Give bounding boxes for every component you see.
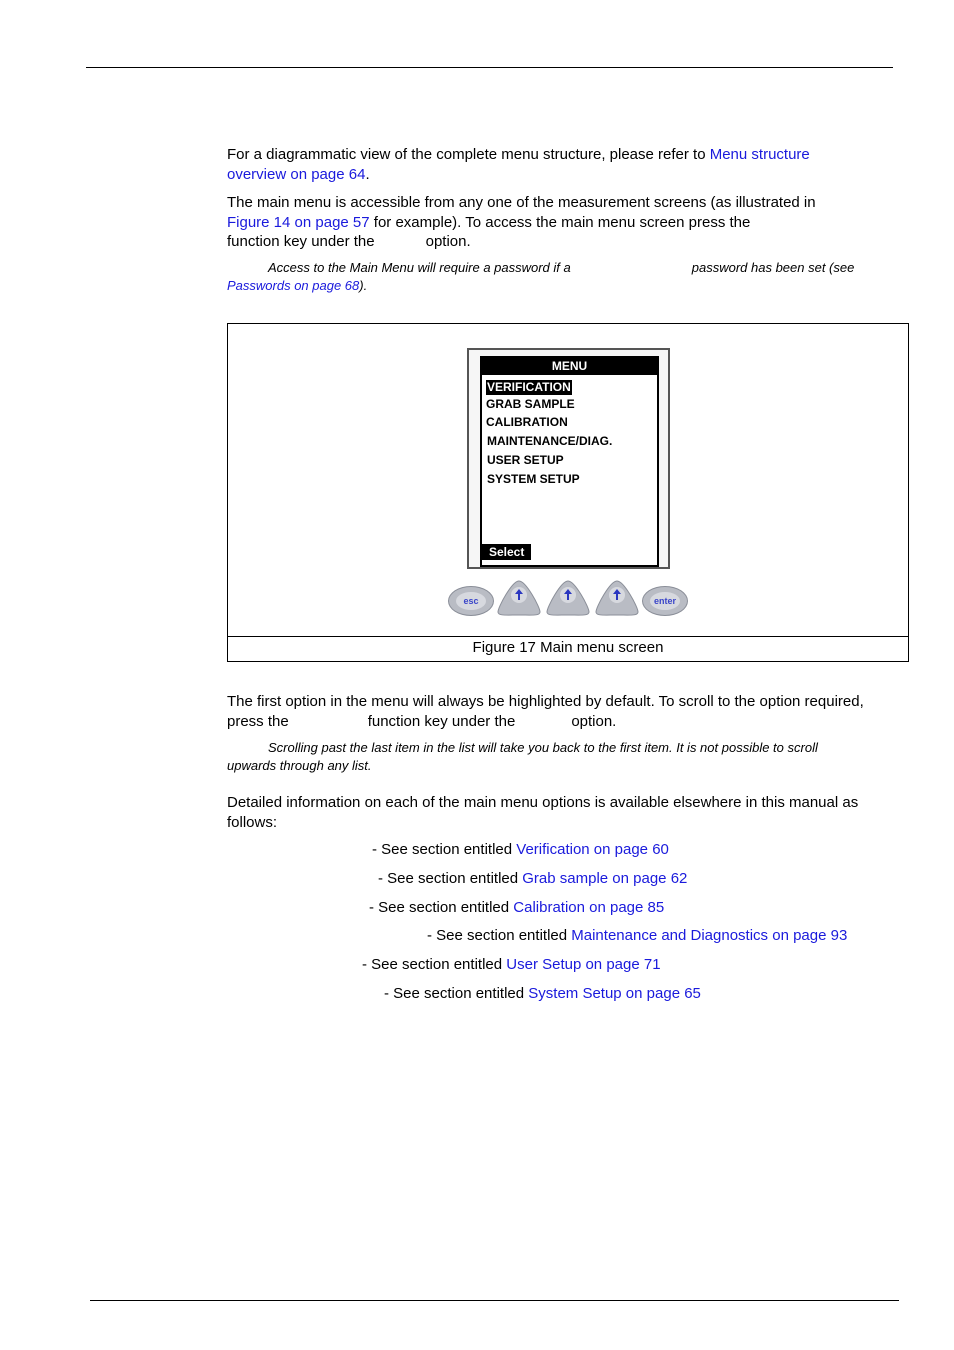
menu-header: MENU	[482, 358, 657, 375]
link-calibration[interactable]: Calibration on page 85	[513, 899, 665, 916]
option-verification: - See section entitled Verification on page 60	[372, 841, 669, 858]
function-key-2-up-arrow-icon[interactable]	[545, 579, 591, 617]
link-verification[interactable]: Verification on page 60	[516, 841, 669, 858]
enter-key-label: enter	[650, 592, 680, 610]
paragraph-menu-options: Detailed information on each of the main menu options is available elsewhere in this manual as follows:	[227, 794, 859, 831]
option-grab-sample: - See section entitled Grab sample on page 62	[378, 870, 688, 887]
esc-key[interactable]	[448, 586, 494, 616]
menu-item-verification[interactable]: VERIFICATION	[487, 380, 571, 394]
footer-rule	[90, 1300, 899, 1301]
function-key-1-up-arrow-icon[interactable]	[496, 579, 542, 617]
device-display	[480, 356, 659, 567]
link-grab-sample[interactable]: Grab sample on page 62	[522, 870, 688, 887]
option-maintenance-diagnostics: - See section entitled Maintenance and Diagnostics on page 93	[427, 927, 848, 944]
figure-caption: Figure 17 Main menu screen	[472, 639, 664, 656]
select-softkey-label: Select	[482, 544, 531, 560]
menu-item-grab-sample[interactable]: GRAB SAMPLE	[486, 397, 575, 411]
link-system-setup[interactable]: System Setup on page 65	[528, 985, 701, 1002]
menu-item-maintenance-diag[interactable]: MAINTENANCE/DIAG.	[487, 434, 613, 448]
device-screen-frame	[467, 348, 670, 569]
paragraph-scrolling: The first option in the menu will always be highlighted by default. To scroll to the option required, press the function key under the option.	[227, 693, 864, 730]
menu-item-user-setup[interactable]: USER SETUP	[487, 453, 564, 467]
note-password: Access to the Main Menu will require a password if a password has been set (see Passwords on page 68).	[227, 260, 855, 293]
link-maintenance-diagnostics[interactable]: Maintenance and Diagnostics on page 93	[571, 927, 848, 944]
link-passwords[interactable]: Passwords on page 68	[227, 278, 360, 293]
menu-item-calibration[interactable]: CALIBRATION	[486, 415, 568, 429]
figure-box	[227, 323, 909, 662]
link-user-setup[interactable]: User Setup on page 71	[506, 956, 661, 973]
esc-key-label: esc	[456, 592, 486, 610]
header-rule	[86, 67, 893, 68]
paragraph-main-menu-access: The main menu is accessible from any one of the measurement screens (as illustrated in Figure 14 on page 57 for example). To access the main menu screen press the function key under the option.	[227, 194, 816, 250]
paragraph-menu-structure: For a diagrammatic view of the complete menu structure, please refer to Menu structure overview on page 64.	[227, 146, 810, 183]
option-calibration: - See section entitled Calibration on page 85	[369, 899, 665, 916]
caption-separator	[228, 636, 908, 637]
option-user-setup: - See section entitled User Setup on page 71	[362, 956, 661, 973]
enter-key[interactable]	[642, 586, 688, 616]
function-key-3-up-arrow-icon[interactable]	[594, 579, 640, 617]
option-system-setup: - See section entitled System Setup on page 65	[384, 985, 701, 1002]
note-scrolling: Scrolling past the last item in the list will take you back to the first item. It is not possible to scroll upwards through any list.	[227, 740, 818, 773]
menu-item-system-setup[interactable]: SYSTEM SETUP	[487, 472, 580, 486]
device-keypad	[448, 579, 688, 621]
link-figure-14[interactable]: Figure 14 on page 57	[227, 213, 370, 231]
link-menu-structure-overview[interactable]: Menu structure overview on page 64	[227, 146, 810, 183]
